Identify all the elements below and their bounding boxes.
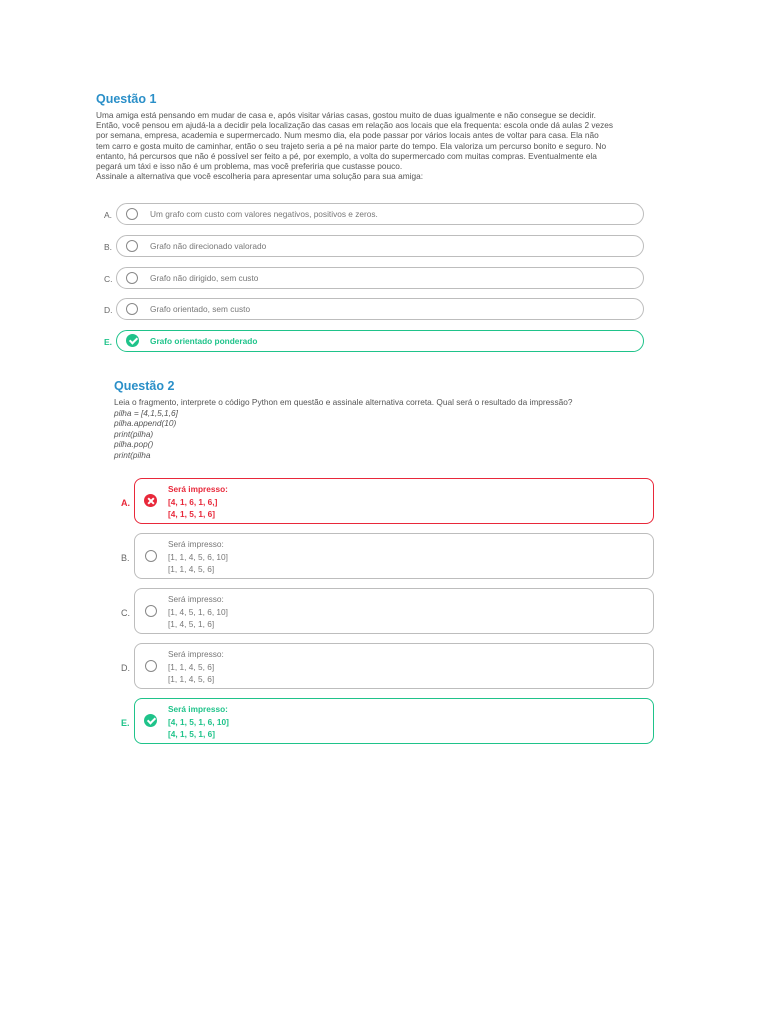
- option-box[interactable]: [116, 298, 644, 320]
- option-box[interactable]: [116, 267, 644, 289]
- option-letter: B.: [121, 553, 130, 563]
- question-1-option-e[interactable]: [98, 330, 644, 352]
- question-2-option-a[interactable]: [115, 478, 655, 524]
- question-2-option-e[interactable]: [115, 698, 655, 744]
- option-box[interactable]: [116, 235, 644, 257]
- option-line: Será impresso:: [168, 539, 224, 549]
- option-line: [4, 1, 6, 1, 6,]: [168, 496, 218, 507]
- option-text: Grafo não direcionado valorado: [150, 241, 267, 251]
- code-line: print(pilha: [114, 449, 151, 460]
- statement-line: pegará um táxi e isso não é um problema, mas você preferiria que custasse pouco.: [96, 161, 403, 172]
- option-line: [1, 1, 4, 5, 6]: [168, 564, 215, 574]
- option-line: [4, 1, 5, 1, 6, 10]: [168, 716, 229, 727]
- option-letter: C.: [121, 608, 130, 618]
- option-letter: B.: [104, 242, 113, 252]
- option-line: [1, 1, 4, 5, 6]: [168, 674, 215, 684]
- option-text: Um grafo com custo com valores negativos, positivos e zeros.: [150, 209, 378, 219]
- radio-empty-icon[interactable]: [126, 272, 138, 284]
- statement-line: Leia o fragmento, interprete o código Python em questão e assinale alternativa correta. Qual será o resultado da impressão?: [114, 397, 573, 407]
- code-line: print(pilha): [114, 428, 154, 439]
- question-2-option-c[interactable]: [115, 588, 655, 634]
- question-2-option-b[interactable]: [115, 533, 655, 579]
- question-1-option-a[interactable]: [98, 203, 644, 225]
- option-letter: A.: [104, 210, 113, 220]
- option-letter: D.: [121, 663, 130, 673]
- code-line: pilha.append(10): [114, 418, 177, 428]
- option-line: [1, 4, 5, 1, 6, 10]: [168, 606, 228, 617]
- option-line: [1, 4, 5, 1, 6]: [168, 619, 215, 629]
- question-1-title: Questão 1: [96, 92, 157, 106]
- code-line: pilha.pop(): [114, 439, 154, 449]
- option-text: [168, 648, 224, 686]
- option-box[interactable]: [134, 588, 654, 634]
- option-letter: A.: [121, 498, 130, 508]
- x-circle-icon: [144, 494, 157, 507]
- radio-empty-icon[interactable]: [126, 240, 138, 252]
- option-box[interactable]: [134, 698, 654, 744]
- option-box[interactable]: [116, 203, 644, 225]
- question-1-statement: [96, 110, 666, 181]
- question-2-title: Questão 2: [114, 379, 175, 393]
- option-text: Grafo não dirigido, sem custo: [150, 273, 259, 283]
- option-box[interactable]: [116, 330, 644, 352]
- option-line: Será impresso:: [168, 484, 228, 494]
- option-line: Será impresso:: [168, 594, 224, 604]
- option-letter: E.: [121, 718, 130, 728]
- radio-empty-icon[interactable]: [126, 208, 138, 220]
- option-text: [168, 483, 228, 521]
- option-line: Será impresso:: [168, 649, 224, 659]
- option-text: Grafo orientado, sem custo: [150, 304, 251, 314]
- statement-line: entanto, há percursos que não é possível ser feito a pé, por exemplo, a volta do supermercado com muitas compras. Eventualmente ela: [96, 150, 597, 161]
- statement-line: Uma amiga está pensando em mudar de casa e, após visitar várias casas, gostou muito de duas igualmente e não consegue se decidir.: [96, 110, 596, 120]
- question-1-option-d[interactable]: [98, 298, 644, 320]
- option-letter: C.: [104, 274, 113, 284]
- statement-line: por semana, empresa, academia e supermercado. Num mesmo dia, ela pode passar por vários locais antes de voltar para casa. Ela não: [96, 130, 599, 141]
- question-1-option-b[interactable]: [98, 235, 644, 257]
- option-text: [168, 538, 228, 576]
- code-line: pilha = [4,1,5,1,6]: [114, 407, 178, 418]
- question-1-option-c[interactable]: [98, 267, 644, 289]
- check-circle-icon: [126, 334, 139, 347]
- radio-empty-icon[interactable]: [126, 303, 138, 315]
- statement-line: Então, você pensou em ajudá-la a decidir pela localização das casas em relação aos locais que ela frequenta: escola onde dá aulas 2 vezes: [96, 120, 614, 131]
- option-box[interactable]: [134, 478, 654, 524]
- option-letter: E.: [104, 337, 113, 347]
- radio-empty-icon[interactable]: [145, 605, 157, 617]
- statement-line: tem carro e gosta muito de caminhar, então o seu trajeto seria a pé na maior parte do tempo. Ela valoriza um percurso bonito e seguro. No: [96, 140, 607, 151]
- option-line: [4, 1, 5, 1, 6]: [168, 509, 216, 519]
- radio-empty-icon[interactable]: [145, 660, 157, 672]
- radio-empty-icon[interactable]: [145, 550, 157, 562]
- option-text: [168, 703, 229, 741]
- option-text: Grafo orientado ponderado: [150, 336, 258, 346]
- question-2-statement: [114, 397, 654, 460]
- statement-line: Assinale a alternativa que você escolheria para apresentar uma solução para sua amiga:: [96, 171, 423, 182]
- option-line: [1, 1, 4, 5, 6, 10]: [168, 551, 228, 562]
- option-line: [1, 1, 4, 5, 6]: [168, 661, 215, 672]
- option-letter: D.: [104, 305, 113, 315]
- option-box[interactable]: [134, 643, 654, 689]
- question-2-option-d[interactable]: [115, 643, 655, 689]
- option-line: Será impresso:: [168, 704, 228, 714]
- check-circle-icon: [144, 714, 157, 727]
- option-text: [168, 593, 228, 631]
- option-box[interactable]: [134, 533, 654, 579]
- option-line: [4, 1, 5, 1, 6]: [168, 729, 216, 739]
